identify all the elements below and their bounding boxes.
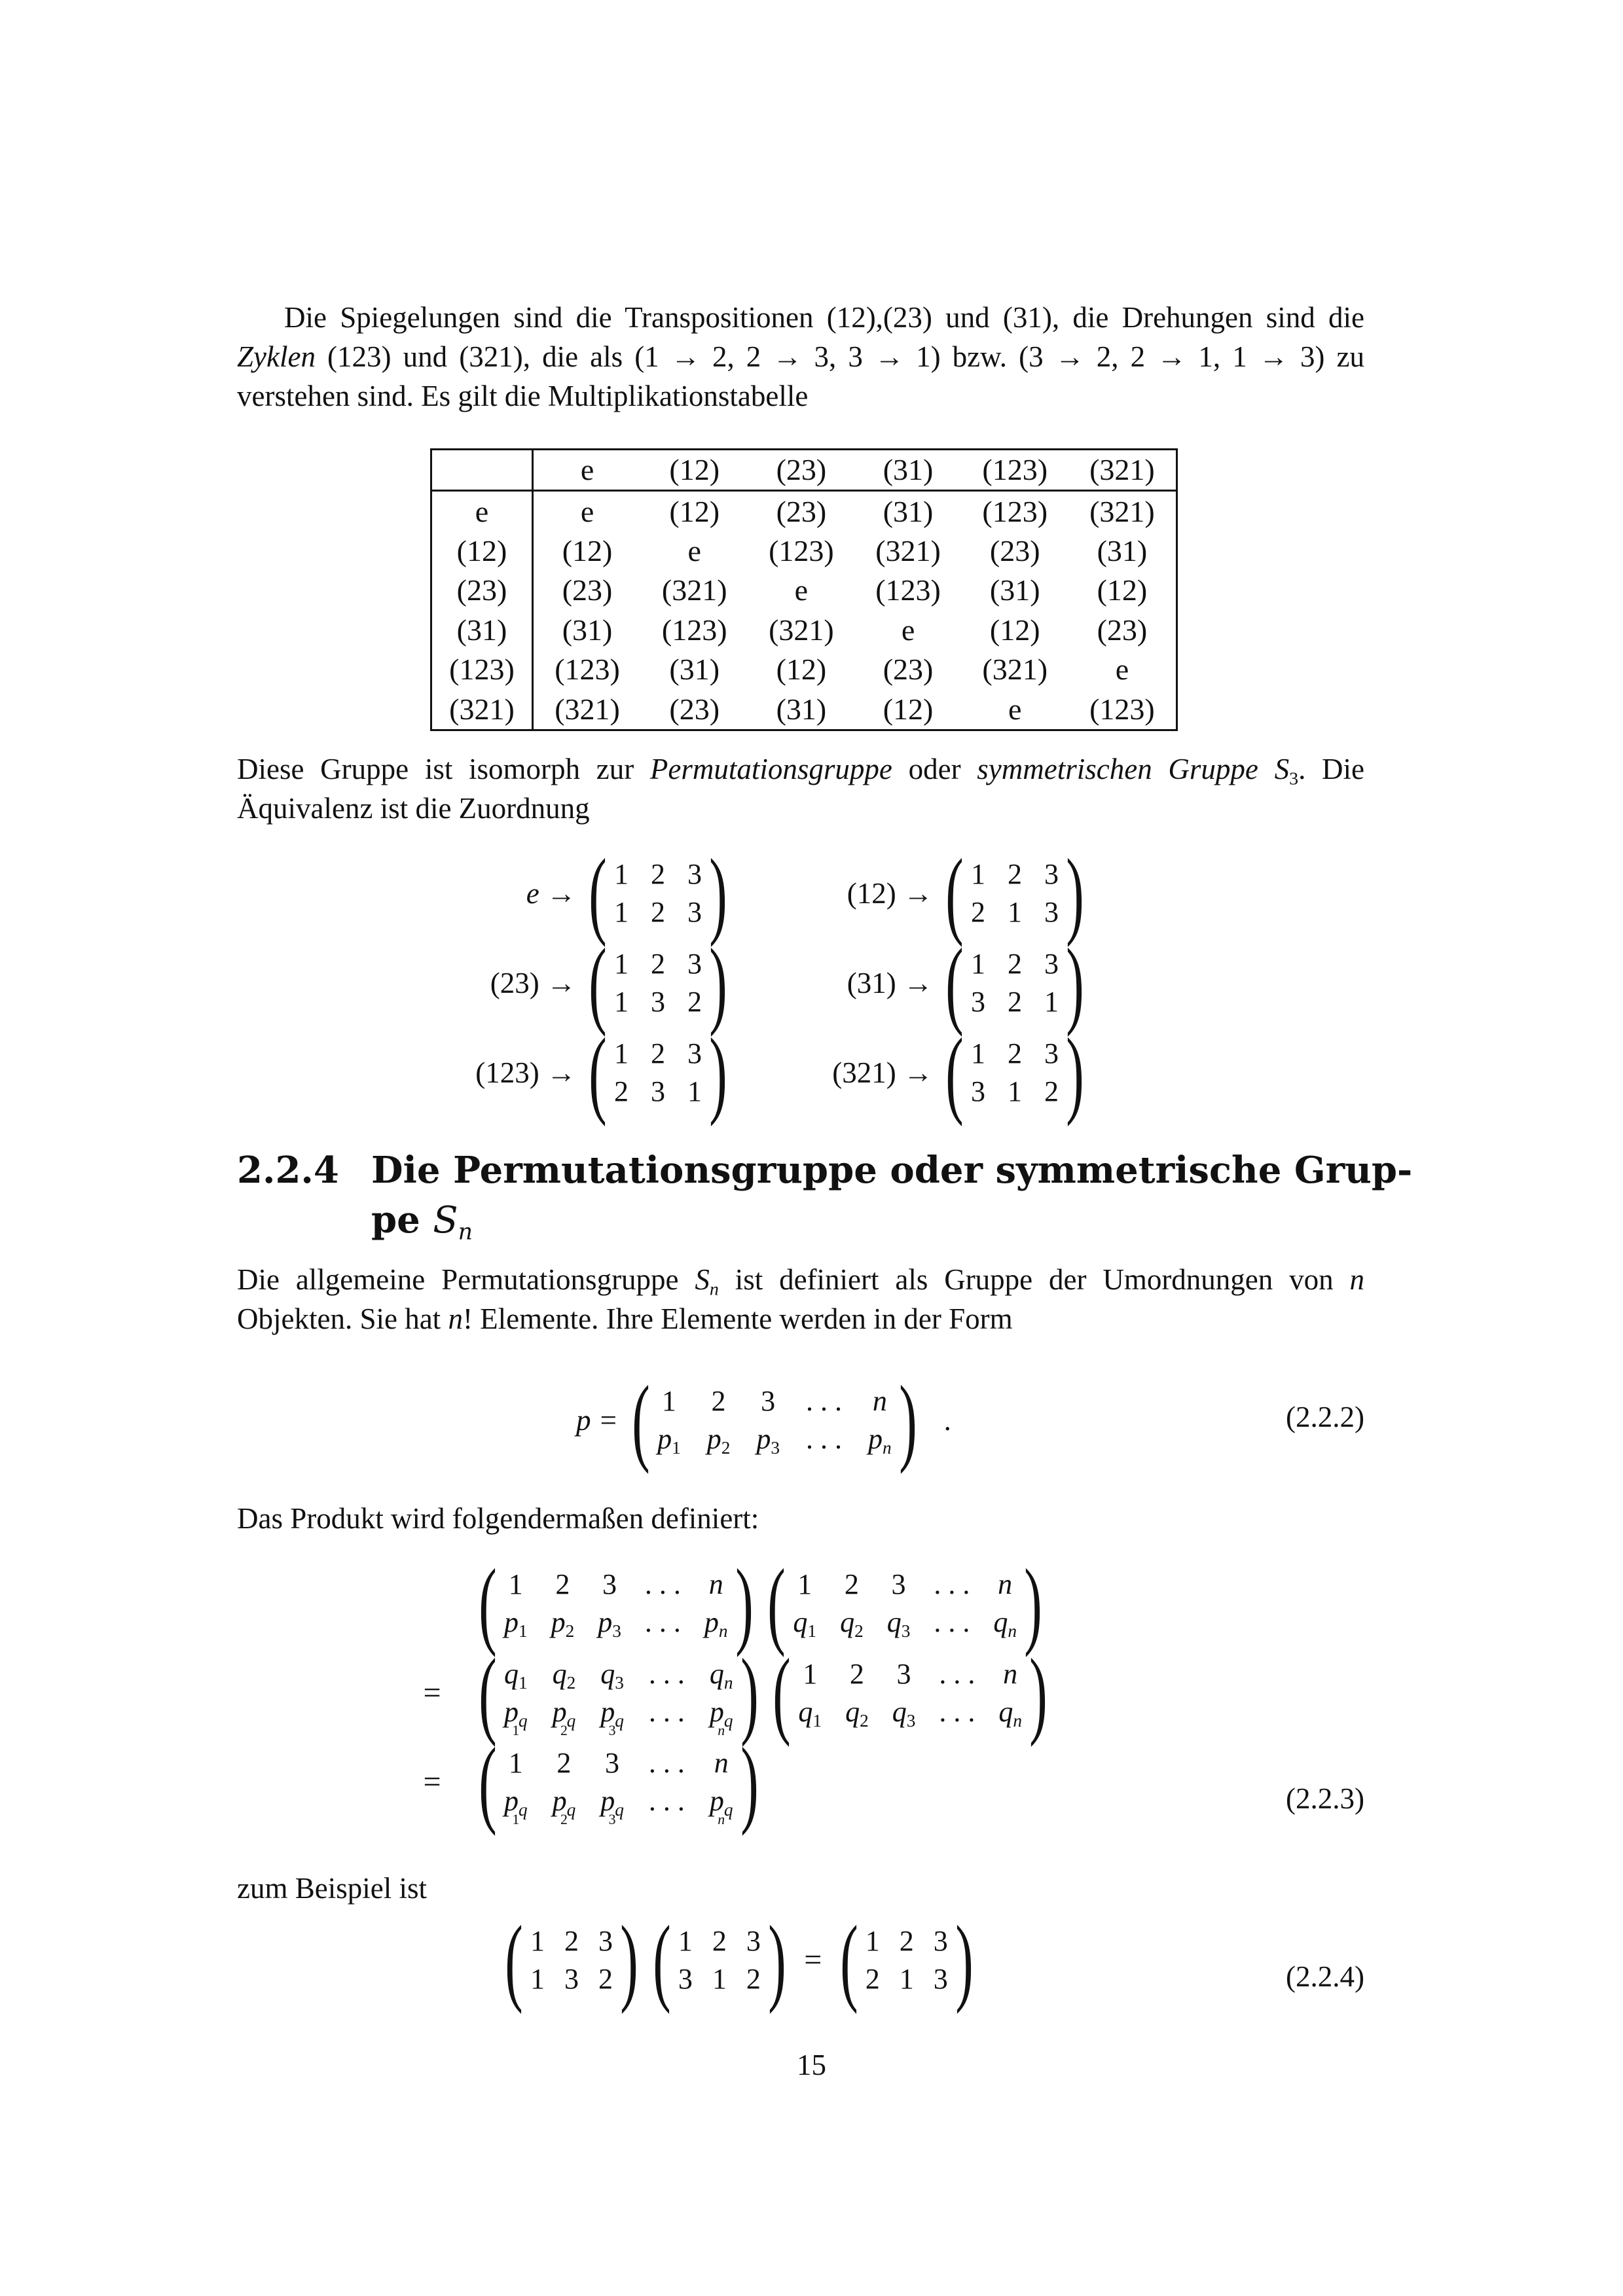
table-cell: (123) bbox=[1089, 692, 1155, 726]
table-cell: e bbox=[1115, 653, 1129, 687]
table-cell: (23) bbox=[669, 692, 720, 726]
matrix-entry: 2 bbox=[1044, 1075, 1059, 1107]
matrix-entry: 1 bbox=[899, 1963, 914, 1995]
table-cell: (12) bbox=[776, 653, 827, 687]
matrix-entry: 2 bbox=[865, 1963, 880, 1995]
matrix-entry: 3 bbox=[761, 1385, 776, 1417]
left-parenthesis: ( bbox=[479, 1639, 497, 1748]
table-row bbox=[431, 611, 1177, 650]
example-intro-text: zum Beispiel ist bbox=[237, 1872, 427, 1905]
iso-emphasis-symmetrische-gruppe: symmetrischen Gruppe bbox=[977, 753, 1258, 785]
iso-text-c: . Die Äquivalenz ist die Zuordnung bbox=[237, 753, 1364, 825]
matrix-entry: 3 bbox=[891, 1568, 906, 1600]
right-parenthesis: ) bbox=[898, 1366, 917, 1475]
matrix-entry: $q_2$ bbox=[845, 1696, 869, 1731]
right-parenthesis: ) bbox=[620, 1906, 638, 2015]
matrix-entry: n bbox=[1003, 1658, 1018, 1690]
matrix-entry: 2 bbox=[613, 1075, 629, 1107]
table-cell: (321) bbox=[661, 573, 727, 607]
intro-text-b: (123) und (321), die als (1 → 2, 2 → 3, 3 → 1) bzw. (3 → 2, 2 → 1, 1 → 3) zu verstehen sind. Es gilt die Multiplikationstabelle bbox=[237, 340, 1364, 412]
mapping-row bbox=[776, 1018, 1091, 1127]
intro-paragraph bbox=[237, 298, 1364, 416]
right-parenthesis: ) bbox=[709, 1018, 727, 1127]
matrix-entry: . . . bbox=[939, 1696, 976, 1728]
permutation-matrix bbox=[938, 929, 1091, 1037]
table-cell: e bbox=[901, 613, 915, 647]
matrix-entry: 2 bbox=[556, 1747, 572, 1779]
matrix-entry: 3 bbox=[650, 1075, 665, 1107]
matrix-entry: $p_{q 2}$ bbox=[552, 1785, 576, 1827]
matrix-entry: 3 bbox=[896, 1658, 911, 1690]
matrix-entry: 1 bbox=[803, 1658, 818, 1690]
matrix-entry: 1 bbox=[1007, 896, 1022, 928]
matrix-entry: 2 bbox=[650, 1037, 665, 1069]
matrix-entry: 1 bbox=[970, 858, 985, 890]
matrix-entry: 1 bbox=[687, 1075, 702, 1107]
matrix-entry: 3 bbox=[678, 1963, 693, 1995]
right-parenthesis: ) bbox=[709, 929, 727, 1037]
matrix-entry: $p_1$ bbox=[657, 1423, 681, 1458]
matrix-entry: 2 bbox=[970, 896, 985, 928]
matrix-entry: 2 bbox=[650, 896, 665, 928]
matrix-entry: $q_1$ bbox=[798, 1696, 822, 1731]
matrix-entry: 2 bbox=[598, 1963, 613, 1995]
example-matrix-1 bbox=[498, 1906, 646, 2015]
matrix-entry: $p_{q 3}$ bbox=[600, 1785, 624, 1827]
matrix-entry: $p_2$ bbox=[551, 1606, 575, 1641]
matrix-entry: 2 bbox=[650, 858, 665, 890]
table-cell: (321) bbox=[1089, 494, 1155, 528]
matrix-entry: 2 bbox=[1007, 1037, 1022, 1069]
table-cell: e bbox=[794, 573, 809, 607]
matrix-entry: 1 bbox=[613, 948, 629, 980]
table-cell: (12) bbox=[669, 494, 720, 528]
table-row-label: (12) bbox=[431, 531, 533, 571]
right-parenthesis: ) bbox=[735, 1549, 754, 1658]
matrix-entry: $q_n$ bbox=[998, 1696, 1022, 1731]
permutation-matrix bbox=[938, 839, 1091, 948]
matrix-entry: 3 bbox=[602, 1568, 617, 1600]
table-cell: e bbox=[533, 450, 642, 491]
matrix-entry: 3 bbox=[746, 1925, 761, 1957]
matrix-entry: 2 bbox=[899, 1925, 914, 1957]
matrix-entry: 1 bbox=[797, 1568, 812, 1600]
matrix-entry: $p_n$ bbox=[868, 1423, 892, 1458]
table-row bbox=[431, 491, 1177, 531]
matrix-entry: $q_n$ bbox=[993, 1606, 1017, 1641]
matrix-entry: 3 bbox=[598, 1925, 613, 1957]
matrix-entry: 2 bbox=[687, 986, 702, 1018]
right-parenthesis: ) bbox=[740, 1639, 759, 1748]
iso-text-a: Diese Gruppe ist isomorph zur bbox=[237, 753, 650, 785]
matrix-entry: 1 bbox=[1007, 1075, 1022, 1107]
left-parenthesis: ( bbox=[505, 1906, 523, 2015]
matrix-entry: 2 bbox=[1007, 858, 1022, 890]
matrix-product bbox=[471, 1728, 765, 1837]
table-cell: (123) bbox=[875, 573, 941, 607]
mapping-row bbox=[776, 839, 1091, 948]
left-parenthesis: ( bbox=[840, 1906, 858, 2015]
eq3-equals-2: = bbox=[423, 1765, 441, 1799]
mapping-label: (31) → bbox=[847, 967, 933, 999]
eq3-equals-1: = bbox=[423, 1676, 441, 1710]
matrix-entry: 2 bbox=[711, 1385, 726, 1417]
table-cell: (123) bbox=[962, 450, 1068, 491]
matrix-entry: $p_{q n}$ bbox=[709, 1696, 733, 1738]
matrix-entry: $p_{q 1}$ bbox=[503, 1696, 528, 1738]
mapping-row bbox=[419, 929, 735, 1037]
matrix-entry: n bbox=[872, 1385, 887, 1417]
matrix-entry: $q_2$ bbox=[840, 1606, 864, 1641]
matrix-entry: $p_3$ bbox=[598, 1606, 621, 1641]
matrix-entry: $q_1$ bbox=[793, 1606, 817, 1641]
table-cell: (31) bbox=[562, 613, 613, 647]
matrix-entry: 2 bbox=[650, 948, 665, 980]
table-cell: (321) bbox=[1068, 450, 1177, 491]
example-matrix-result bbox=[833, 1906, 981, 2015]
left-parenthesis: ( bbox=[479, 1728, 497, 1837]
matrix-entry: 3 bbox=[687, 896, 702, 928]
section-title-symbol: S bbox=[433, 1199, 458, 1242]
matrix-entry: 2 bbox=[849, 1658, 864, 1690]
def-text-c: Objekten. Sie hat bbox=[237, 1302, 448, 1335]
general-permutation-matrix bbox=[625, 1366, 924, 1475]
matrix-entry: n bbox=[714, 1747, 729, 1779]
matrix-p bbox=[471, 1549, 760, 1658]
matrix-entry: . . . bbox=[934, 1568, 970, 1600]
matrix-entry: 3 bbox=[1044, 1037, 1059, 1069]
equation-2-2-3-line3 bbox=[412, 1728, 765, 1837]
matrix-entry: . . . bbox=[939, 1658, 976, 1690]
table-cell: (31) bbox=[776, 692, 827, 726]
table-cell: e bbox=[687, 534, 701, 568]
definition-paragraph bbox=[237, 1260, 1364, 1338]
table-cell: (23) bbox=[883, 653, 934, 687]
isomorphism-paragraph bbox=[237, 749, 1364, 828]
matrix-entry: $p_{q 2}$ bbox=[552, 1696, 576, 1738]
multiplication-table bbox=[430, 448, 1178, 731]
def-symbol-s: S bbox=[695, 1263, 710, 1296]
matrix-entry: $q_3$ bbox=[600, 1658, 624, 1693]
matrix-entry: 3 bbox=[605, 1747, 620, 1779]
left-parenthesis: ( bbox=[589, 929, 607, 1037]
matrix-entry: 2 bbox=[1007, 948, 1022, 980]
table-cell: (123) bbox=[555, 653, 620, 687]
table-cell: (31) bbox=[883, 494, 934, 528]
equation-number-2-2-3: (2.2.3) bbox=[1286, 1782, 1364, 1815]
table-cell: (12) bbox=[1097, 573, 1148, 607]
table-cell: (12) bbox=[562, 534, 613, 568]
left-parenthesis: ( bbox=[945, 1018, 964, 1127]
table-row-label: (321) bbox=[431, 690, 533, 730]
left-parenthesis: ( bbox=[945, 839, 964, 948]
table-cell: (23) bbox=[989, 534, 1040, 568]
equation-2-2-3-line1 bbox=[471, 1549, 1049, 1658]
matrix-entry: 2 bbox=[712, 1925, 727, 1957]
matrix-entry: $p_1$ bbox=[503, 1606, 528, 1641]
iso-emphasis-permutationsgruppe: Permutationsgruppe bbox=[649, 753, 892, 785]
table-cell: (31) bbox=[1097, 534, 1148, 568]
permutation-matrix bbox=[581, 929, 735, 1037]
table-cell: (12) bbox=[989, 613, 1040, 647]
matrix-entry: 1 bbox=[678, 1925, 693, 1957]
table-cell: (123) bbox=[661, 613, 727, 647]
table-cell: (31) bbox=[669, 653, 720, 687]
def-text-a: Die allgemeine Permutationsgruppe bbox=[237, 1263, 695, 1296]
matrix-entry: $p_3$ bbox=[756, 1423, 780, 1458]
eq2-lhs: p = bbox=[576, 1404, 619, 1437]
matrix-entry: 1 bbox=[1044, 986, 1059, 1018]
mapping-label: (12) → bbox=[847, 877, 933, 910]
table-cell: (321) bbox=[875, 534, 941, 568]
matrix-entry: 3 bbox=[933, 1963, 948, 1995]
page-number: 15 bbox=[797, 2049, 826, 2081]
def-symbol-subscript: n bbox=[709, 1279, 719, 1300]
matrix-entry: 3 bbox=[1044, 948, 1059, 980]
matrix-entry: 1 bbox=[613, 1037, 629, 1069]
right-parenthesis: ) bbox=[1066, 1018, 1084, 1127]
matrix-entry: n bbox=[998, 1568, 1013, 1600]
matrix-entry: 1 bbox=[613, 896, 629, 928]
matrix-q bbox=[765, 1639, 1054, 1748]
matrix-entry: 1 bbox=[865, 1925, 880, 1957]
section-title-subscript: n bbox=[458, 1219, 473, 1246]
matrix-entry: . . . bbox=[648, 1747, 685, 1779]
iso-symbol-s: S bbox=[1274, 753, 1290, 785]
left-parenthesis: ( bbox=[479, 1549, 497, 1658]
table-cell: (23) bbox=[748, 450, 854, 491]
matrix-entry: 2 bbox=[844, 1568, 859, 1600]
left-parenthesis: ( bbox=[589, 839, 607, 948]
table-row-label: (23) bbox=[431, 571, 533, 610]
matrix-q bbox=[760, 1549, 1049, 1658]
mapping-row bbox=[419, 839, 735, 948]
matrix-entry: 3 bbox=[564, 1963, 579, 1995]
example-matrix-2 bbox=[646, 1906, 793, 2015]
matrix-entry: $p_{q n}$ bbox=[709, 1785, 733, 1827]
matrix-entry: 1 bbox=[970, 948, 985, 980]
matrix-entry: $q_1$ bbox=[503, 1658, 528, 1693]
def-n-1: n bbox=[1349, 1263, 1364, 1296]
table-row bbox=[431, 531, 1177, 571]
mapping-label: (123) → bbox=[475, 1056, 576, 1089]
matrix-entry: 3 bbox=[1044, 896, 1059, 928]
table-row-label: e bbox=[431, 491, 533, 531]
product-intro-text: Das Produkt wird folgendermaßen definiert: bbox=[237, 1502, 759, 1535]
matrix-entry: 1 bbox=[613, 858, 629, 890]
matrix-entry: 1 bbox=[508, 1747, 523, 1779]
mapping-label: (321) → bbox=[832, 1056, 933, 1089]
table-cell: (321) bbox=[982, 653, 1048, 687]
left-parenthesis: ( bbox=[653, 1906, 671, 2015]
matrix-entry: $p_n$ bbox=[704, 1606, 728, 1641]
table-row bbox=[431, 690, 1177, 730]
matrix-entry: . . . bbox=[806, 1385, 842, 1417]
matrix-entry: 2 bbox=[555, 1568, 570, 1600]
matrix-entry: $q_3$ bbox=[892, 1696, 916, 1731]
table-cell: (31) bbox=[854, 450, 961, 491]
intro-text-a: Die Spiegelungen sind die Transpositionen (12),(23) und (31), die Drehungen sind die bbox=[284, 301, 1364, 334]
equation-number-2-2-2: (2.2.2) bbox=[1286, 1401, 1364, 1433]
right-parenthesis: ) bbox=[1029, 1639, 1048, 1748]
table-cell: (23) bbox=[562, 573, 613, 607]
matrix-entry: 3 bbox=[1044, 858, 1059, 890]
permutation-matrix bbox=[581, 1018, 735, 1127]
right-parenthesis: ) bbox=[768, 1906, 786, 2015]
mapping-label: (23) → bbox=[490, 967, 576, 999]
mapping-row bbox=[419, 1018, 735, 1127]
iso-text-b: oder bbox=[892, 753, 977, 785]
table-row bbox=[431, 650, 1177, 689]
mapping-row bbox=[776, 929, 1091, 1037]
matrix-entry: 3 bbox=[650, 986, 665, 1018]
section-number: 2.2.4 bbox=[237, 1149, 339, 1192]
permutation-matrix bbox=[581, 839, 735, 948]
permutation-matrix bbox=[938, 1018, 1091, 1127]
matrix-entry: 3 bbox=[687, 858, 702, 890]
left-parenthesis: ( bbox=[632, 1366, 650, 1475]
eq2-dot: . bbox=[943, 1404, 951, 1437]
section-title-line1: Die Permutationsgruppe oder symmetrische Grup- bbox=[371, 1149, 1413, 1192]
matrix-entry: $q_3$ bbox=[886, 1606, 911, 1641]
table-cell: (12) bbox=[641, 450, 748, 491]
table-cell: (23) bbox=[1097, 613, 1148, 647]
mapping-label: e → bbox=[526, 877, 576, 910]
iso-symbol-subscript: 3 bbox=[1289, 768, 1299, 789]
table-cell: (123) bbox=[982, 494, 1048, 528]
matrix-entry: . . . bbox=[806, 1423, 842, 1455]
matrix-entry: . . . bbox=[648, 1658, 685, 1690]
matrix-entry: 1 bbox=[508, 1568, 523, 1600]
matrix-entry: 2 bbox=[746, 1963, 761, 1995]
right-parenthesis: ) bbox=[740, 1728, 759, 1837]
def-text-d: ! Elemente. Ihre Elemente werden in der Form bbox=[462, 1302, 1013, 1335]
right-parenthesis: ) bbox=[1024, 1549, 1042, 1658]
table-cell: (31) bbox=[989, 573, 1040, 607]
left-parenthesis: ( bbox=[589, 1018, 607, 1127]
matrix-entry: . . . bbox=[644, 1606, 681, 1638]
def-n-2: n bbox=[448, 1302, 463, 1335]
matrix-entry: 1 bbox=[530, 1925, 545, 1957]
left-parenthesis: ( bbox=[945, 929, 964, 1037]
matrix-entry: 3 bbox=[970, 986, 985, 1018]
equation-number-2-2-4: (2.2.4) bbox=[1286, 1960, 1364, 1993]
table-row-label: (123) bbox=[431, 650, 533, 689]
equation-2-2-4 bbox=[498, 1906, 981, 2015]
matrix-entry: $p_{q 1}$ bbox=[503, 1785, 528, 1827]
matrix-entry: $q_n$ bbox=[709, 1658, 733, 1693]
right-parenthesis: ) bbox=[955, 1906, 974, 2015]
matrix-entry: 2 bbox=[1007, 986, 1022, 1018]
intro-emphasis: Zyklen bbox=[237, 340, 316, 373]
matrix-entry: 1 bbox=[661, 1385, 676, 1417]
matrix-entry: 3 bbox=[970, 1075, 985, 1107]
matrix-entry: . . . bbox=[934, 1606, 970, 1638]
table-row bbox=[431, 571, 1177, 610]
matrix-entry: 1 bbox=[530, 1963, 545, 1995]
right-parenthesis: ) bbox=[1066, 929, 1084, 1037]
matrix-entry: 3 bbox=[933, 1925, 948, 1957]
table-row-label bbox=[431, 450, 533, 491]
matrix-entry: $p_2$ bbox=[706, 1423, 731, 1458]
section-heading bbox=[237, 1145, 1412, 1246]
matrix-entry: 3 bbox=[687, 948, 702, 980]
table-cell: (12) bbox=[883, 692, 934, 726]
matrix-entry: 1 bbox=[970, 1037, 985, 1069]
matrix-entry: 2 bbox=[564, 1925, 579, 1957]
left-parenthesis: ( bbox=[773, 1639, 792, 1748]
matrix-entry: $q_2$ bbox=[552, 1658, 576, 1693]
def-text-b: ist definiert als Gruppe der Umordnungen von bbox=[718, 1263, 1350, 1296]
matrix-entry: . . . bbox=[644, 1568, 681, 1600]
matrix-entry: . . . bbox=[648, 1785, 685, 1817]
equation-2-2-3-line2 bbox=[412, 1639, 1055, 1748]
table-row-label: (31) bbox=[431, 611, 533, 650]
eq4-equals: = bbox=[804, 1943, 822, 1977]
table-cell: (321) bbox=[555, 692, 620, 726]
table-cell: e bbox=[1008, 692, 1022, 726]
matrix-entry: 3 bbox=[687, 1037, 702, 1069]
table-cell: (123) bbox=[769, 534, 834, 568]
matrix-entry: 1 bbox=[613, 986, 629, 1018]
matrix-entry: . . . bbox=[648, 1696, 685, 1728]
matrix-entry: 1 bbox=[712, 1963, 727, 1995]
right-parenthesis: ) bbox=[1066, 839, 1084, 948]
table-header-row bbox=[431, 450, 1177, 491]
table-cell: e bbox=[580, 494, 594, 528]
left-parenthesis: ( bbox=[767, 1549, 786, 1658]
matrix-p-reordered bbox=[471, 1639, 765, 1748]
section-title-line2: pe bbox=[371, 1198, 433, 1242]
matrix-entry: $p_{q 3}$ bbox=[600, 1696, 624, 1738]
equation-2-2-2 bbox=[576, 1366, 951, 1475]
table-cell: (23) bbox=[776, 494, 827, 528]
table-cell: (321) bbox=[769, 613, 834, 647]
matrix-entry: n bbox=[708, 1568, 723, 1600]
right-parenthesis: ) bbox=[709, 839, 727, 948]
